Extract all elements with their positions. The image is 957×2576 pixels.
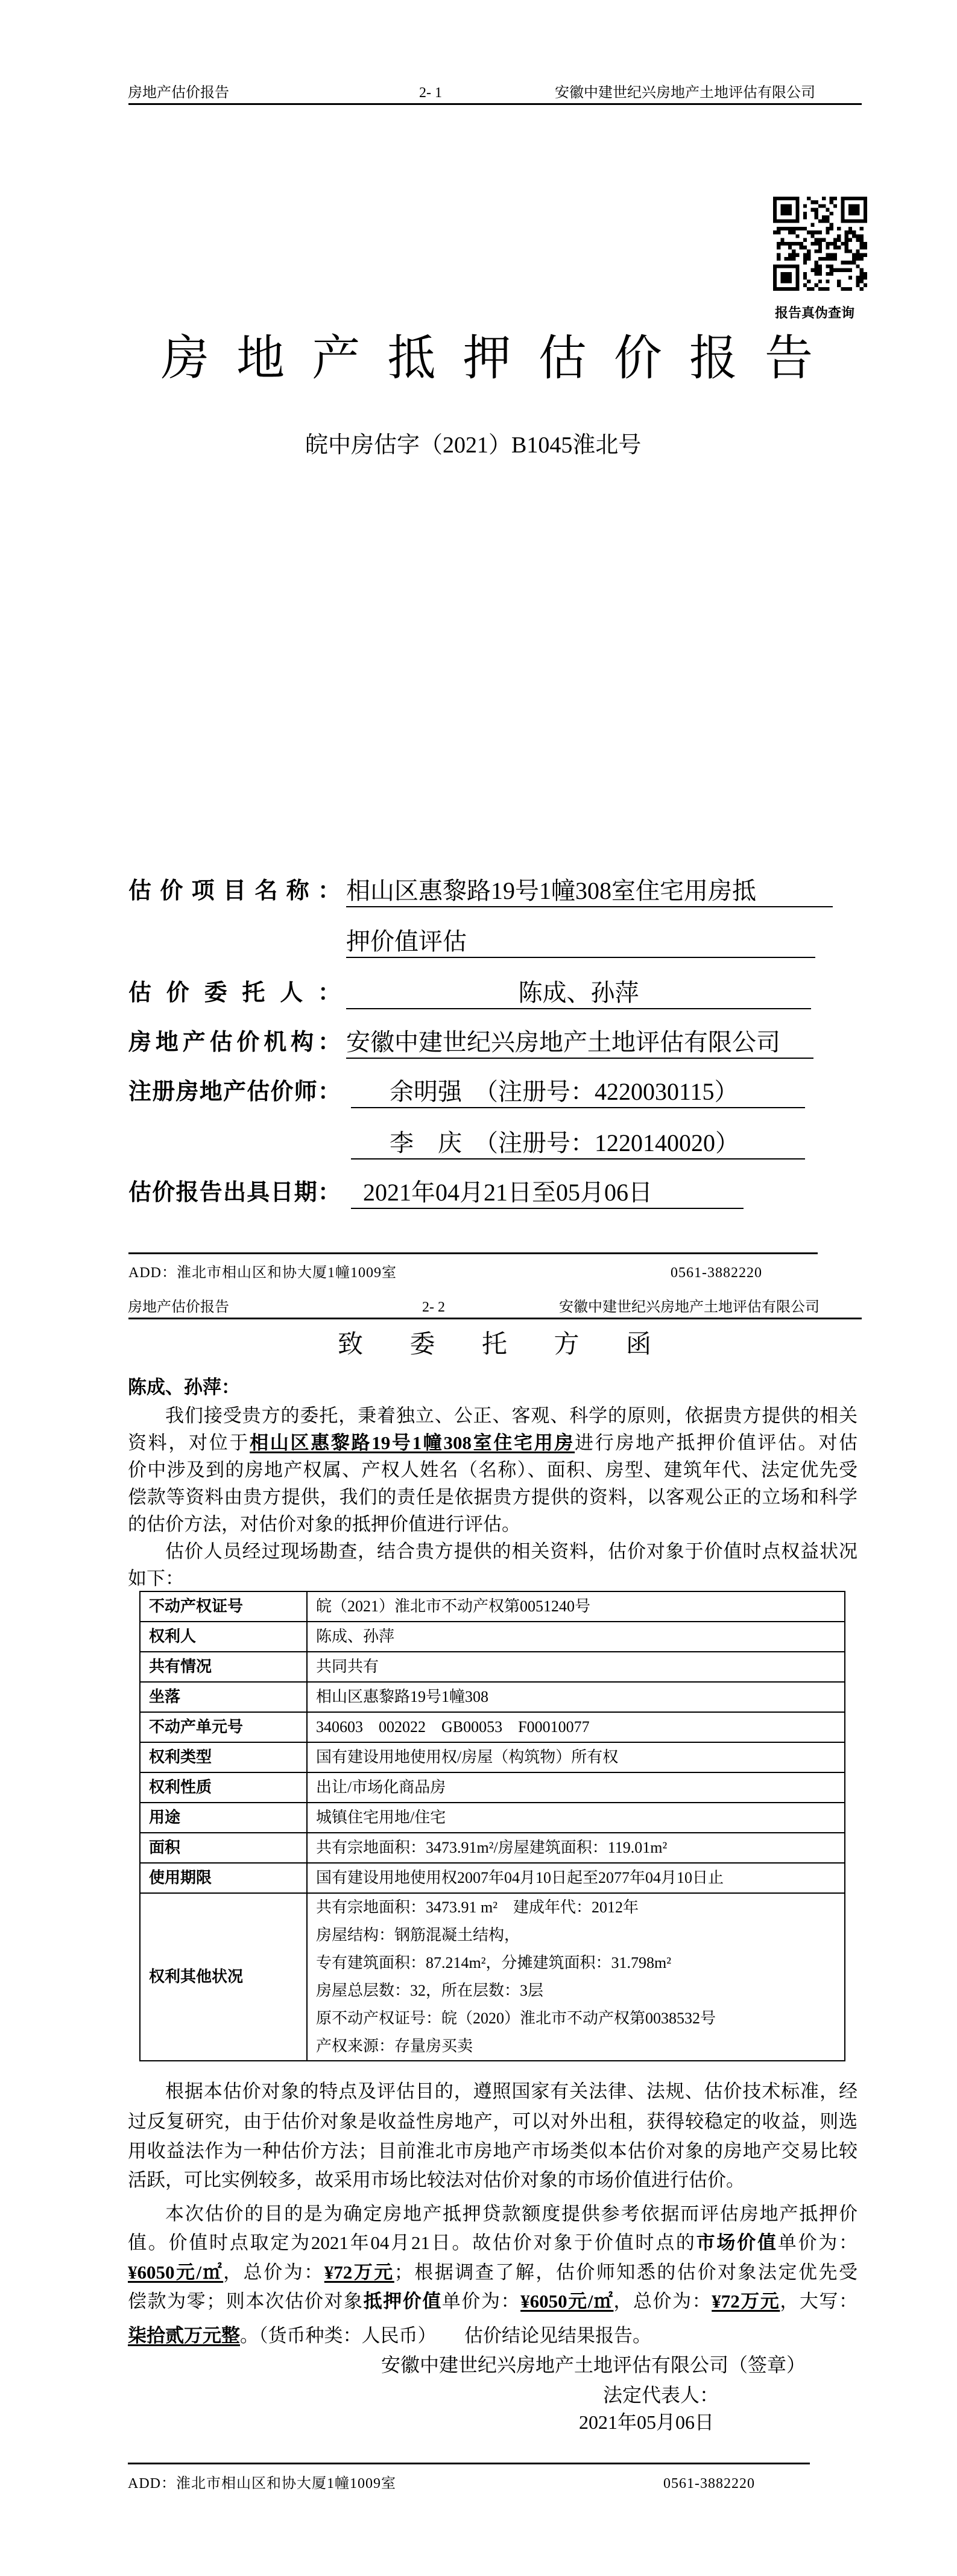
text-segment: 偿款等资料由贵方提供，我们的责任是依据贵方提供的资料，以客观公正的立场和科学: [128, 1486, 858, 1508]
text-segment: 如下：: [128, 1568, 184, 1589]
text-segment: 单价为：: [777, 2232, 858, 2253]
text-segment: 价中涉及到的房地产权属、产权人姓名（名称）、面积、房型、建筑年代、法定优先受: [128, 1459, 858, 1480]
row-label: 权利人: [140, 1622, 307, 1652]
text-line: [128, 1404, 858, 1428]
header-company: 安徽中建世纪兴房地产土地评估有限公司: [559, 1299, 820, 1315]
row-label: 面积: [140, 1833, 307, 1863]
text-line: [128, 1567, 858, 1591]
emphasized-text: 抵押价值: [363, 2291, 442, 2312]
text-line: [128, 1540, 858, 1564]
row-value: [307, 1652, 845, 1682]
value-line: 国有建设用地使用权2007年04月10日起至2077年04月10日止: [316, 1869, 724, 1886]
value-line: 陈成、孙萍: [316, 1628, 395, 1645]
emphasized-text: ¥72万元: [712, 2291, 780, 2312]
text-line: [128, 2202, 858, 2226]
text-segment: ，总价为：: [223, 2262, 324, 2283]
footer-phone: 0561-3882220: [663, 2476, 755, 2492]
value-line: 共同共有: [316, 1658, 379, 1675]
text-line: [128, 2260, 858, 2285]
value-line: 产权来源：存量房买卖: [316, 2037, 473, 2055]
text-segment: 估价人员经过现场勘查，结合贵方提供的相关资料，估价对象于价值时点权益状况: [165, 1541, 858, 1562]
row-label: 用途: [140, 1803, 307, 1833]
project-name-label: 估价项目名称：: [128, 878, 341, 904]
rights-table: [139, 1591, 845, 2061]
text-segment: 。（货币种类：人民币） 估价结论见结果报告。: [240, 2325, 651, 2346]
header-page-number: 2- 1: [419, 85, 442, 101]
text-line: [128, 1485, 858, 1509]
header-company: 安徽中建世纪兴房地产土地评估有限公司: [555, 85, 815, 101]
row-value: [307, 1893, 845, 2061]
table-row: [140, 1682, 845, 1712]
text-line: [128, 2324, 858, 2348]
emphasized-text: 相山区惠黎路19号1幢308室住宅用房: [250, 1432, 575, 1453]
value-line: 共有宗地面积：3473.91m²/房屋建筑面积：119.01m²: [316, 1839, 668, 1856]
emphasized-text: ¥6050元/㎡: [128, 2262, 224, 2283]
header-rule: [128, 103, 862, 105]
qr-caption: 报告真伪查询: [775, 305, 855, 320]
table-row: [140, 1622, 845, 1652]
value-line: 出让/市场化商品房: [316, 1778, 446, 1796]
table-row: [140, 1863, 845, 1893]
row-value: [307, 1863, 845, 1893]
client-label: 估价委托人：: [128, 980, 341, 1006]
project-name-value-cont: 押价值评估: [346, 927, 815, 958]
text-segment: ，大写：: [780, 2291, 858, 2312]
row-label: 使用期限: [140, 1863, 307, 1893]
qr-code-icon: [773, 197, 867, 291]
letter-title: 致委托方函: [338, 1331, 651, 1359]
appraiser-1-value: 余明强 （注册号：4220030115）: [351, 1077, 805, 1108]
text-line: [128, 2168, 858, 2192]
signature-date: 2021年05月06日: [579, 2411, 715, 2433]
text-line: [128, 1512, 858, 1537]
header-doc-title: 房地产估价报告: [128, 85, 229, 101]
text-line: [128, 1431, 858, 1455]
text-segment: 过反复研究，由于估价对象是收益性房地产，可以对外出租，获得较稳定的收益，则选: [128, 2111, 858, 2132]
text-segment: 根据本估价对象的特点及评估目的，遵照国家有关法律、法规、估价技术标准，经: [165, 2081, 858, 2102]
text-segment: ；根据调查了解，估价师知悉的估价对象法定优先受: [394, 2262, 858, 2283]
client-value: 陈成、孙萍: [346, 978, 811, 1009]
text-segment: ，总价为：: [613, 2291, 712, 2312]
table-row: [140, 1803, 845, 1833]
appraiser-label: 注册房地产估价师：: [128, 1079, 341, 1105]
report-number: 皖中房估字（2021）B1045淮北号: [305, 433, 642, 458]
row-label: 权利其他状况: [140, 1893, 307, 2061]
row-label: 共有情况: [140, 1652, 307, 1682]
row-value: [307, 1682, 845, 1712]
agency-label: 房地产估价机构：: [128, 1030, 341, 1055]
letter-greeting: 陈成、孙萍：: [128, 1377, 240, 1398]
row-label: 权利类型: [140, 1742, 307, 1772]
text-line: [128, 2080, 858, 2104]
header-rule: [128, 1318, 862, 1319]
text-segment: 单价为：: [441, 2291, 521, 2312]
value-line: 原不动产权证号：皖（2020）淮北市不动产权第0038532号: [316, 2010, 716, 2027]
value-line: 相山区惠黎路19号1幢308: [316, 1688, 489, 1705]
row-value: [307, 1591, 845, 1622]
text-segment: 资料，对位于: [128, 1432, 250, 1453]
table-row: [140, 1772, 845, 1803]
text-segment: 我们接受贵方的委托，秉着独立、公正、客观、科学的原则，依据贵方提供的相关: [165, 1405, 858, 1426]
value-line: 国有建设用地使用权/房屋（构筑物）所有权: [316, 1748, 619, 1766]
text-segment: 的估价方法，对估价对象的抵押价值进行评估。: [128, 1514, 520, 1535]
text-segment: 偿款为零；则本次估价对象: [128, 2291, 364, 2312]
text-segment: 活跃，可比实例较多，故采用市场比较法对估价对象的市场价值进行估价。: [128, 2169, 745, 2191]
value-line: 340603 002022 GB00053 F00010077: [316, 1718, 590, 1736]
footer-phone: 0561-3882220: [671, 1265, 762, 1281]
text-segment: 值。价值时点取定为2021年04月21日。故估价对象于价值时点的: [128, 2232, 696, 2253]
table-row: [140, 1833, 845, 1863]
appraiser-2-value: 李 庆 （注册号：1220140020）: [351, 1128, 805, 1160]
text-line: [128, 2231, 858, 2255]
row-value: [307, 1712, 845, 1742]
row-value: [307, 1742, 845, 1772]
signature-representative: 法定代表人：: [603, 2384, 719, 2406]
emphasized-text: 市场价值: [696, 2232, 778, 2253]
header-doc-title: 房地产估价报告: [128, 1299, 229, 1315]
table-row: [140, 1712, 845, 1742]
header-page-number: 2- 2: [422, 1299, 445, 1315]
table-row: [140, 1742, 845, 1772]
text-line: [128, 2110, 858, 2134]
agency-value: 安徽中建世纪兴房地产土地评估有限公司: [346, 1027, 813, 1059]
row-value: [307, 1622, 845, 1652]
emphasized-text: ¥6050元/㎡: [520, 2291, 614, 2312]
value-line: 专有建筑面积：87.214m²，分摊建筑面积：31.798m²: [316, 1954, 672, 1972]
emphasized-text: 柒拾贰万元整: [128, 2325, 240, 2346]
text-line: [128, 2139, 858, 2163]
value-line: 房屋总层数：32，所在层数：3层: [316, 1982, 544, 1999]
footer-address: ADD：淮北市相山区和协大厦1幢1009室: [128, 1265, 397, 1281]
issue-date-value: 2021年04月21日至05月06日: [351, 1178, 744, 1209]
value-line: 共有宗地面积：3473.91 m² 建成年代：2012年: [316, 1899, 639, 1916]
text-segment: 进行房地产抵押价值评估。对估: [575, 1432, 858, 1453]
row-value: [307, 1833, 845, 1863]
signature-company: 安徽中建世纪兴房地产土地评估有限公司（签章）: [381, 2354, 806, 2376]
value-line: 皖（2021）淮北市不动产权第0051240号: [316, 1597, 591, 1615]
table-row: [140, 1893, 845, 2061]
table-row: [140, 1652, 845, 1682]
text-line: [128, 2289, 858, 2314]
footer-address: ADD：淮北市相山区和协大厦1幢1009室: [128, 2476, 396, 2492]
emphasized-text: ¥72万元: [324, 2262, 394, 2283]
footer-rule: [128, 1252, 818, 1254]
footer-rule: [128, 2463, 810, 2464]
value-line: 城镇住宅用地/住宅: [316, 1809, 446, 1826]
issue-date-label: 估价报告出具日期：: [128, 1180, 341, 1205]
project-name-value: 相山区惠黎路19号1幢308室住宅用房抵: [346, 876, 833, 907]
text-segment: 用收益法作为一种估价方法；目前淮北市房地产市场类似本估价对象的房地产交易比较: [128, 2140, 858, 2162]
row-label: 不动产单元号: [140, 1712, 307, 1742]
row-value: [307, 1803, 845, 1833]
row-value: [307, 1772, 845, 1803]
text-segment: 本次估价的目的是为确定房地产抵押贷款额度提供参考依据而评估房地产抵押价: [165, 2203, 858, 2224]
table-row: [140, 1591, 845, 1622]
row-label: 不动产权证号: [140, 1591, 307, 1622]
row-label: 坐落: [140, 1682, 307, 1712]
text-line: [128, 1458, 858, 1482]
row-label: 权利性质: [140, 1772, 307, 1803]
value-line: 房屋结构：钢筋混凝土结构，: [316, 1926, 520, 1944]
report-title: 房地产抵押估价报告: [161, 332, 813, 385]
